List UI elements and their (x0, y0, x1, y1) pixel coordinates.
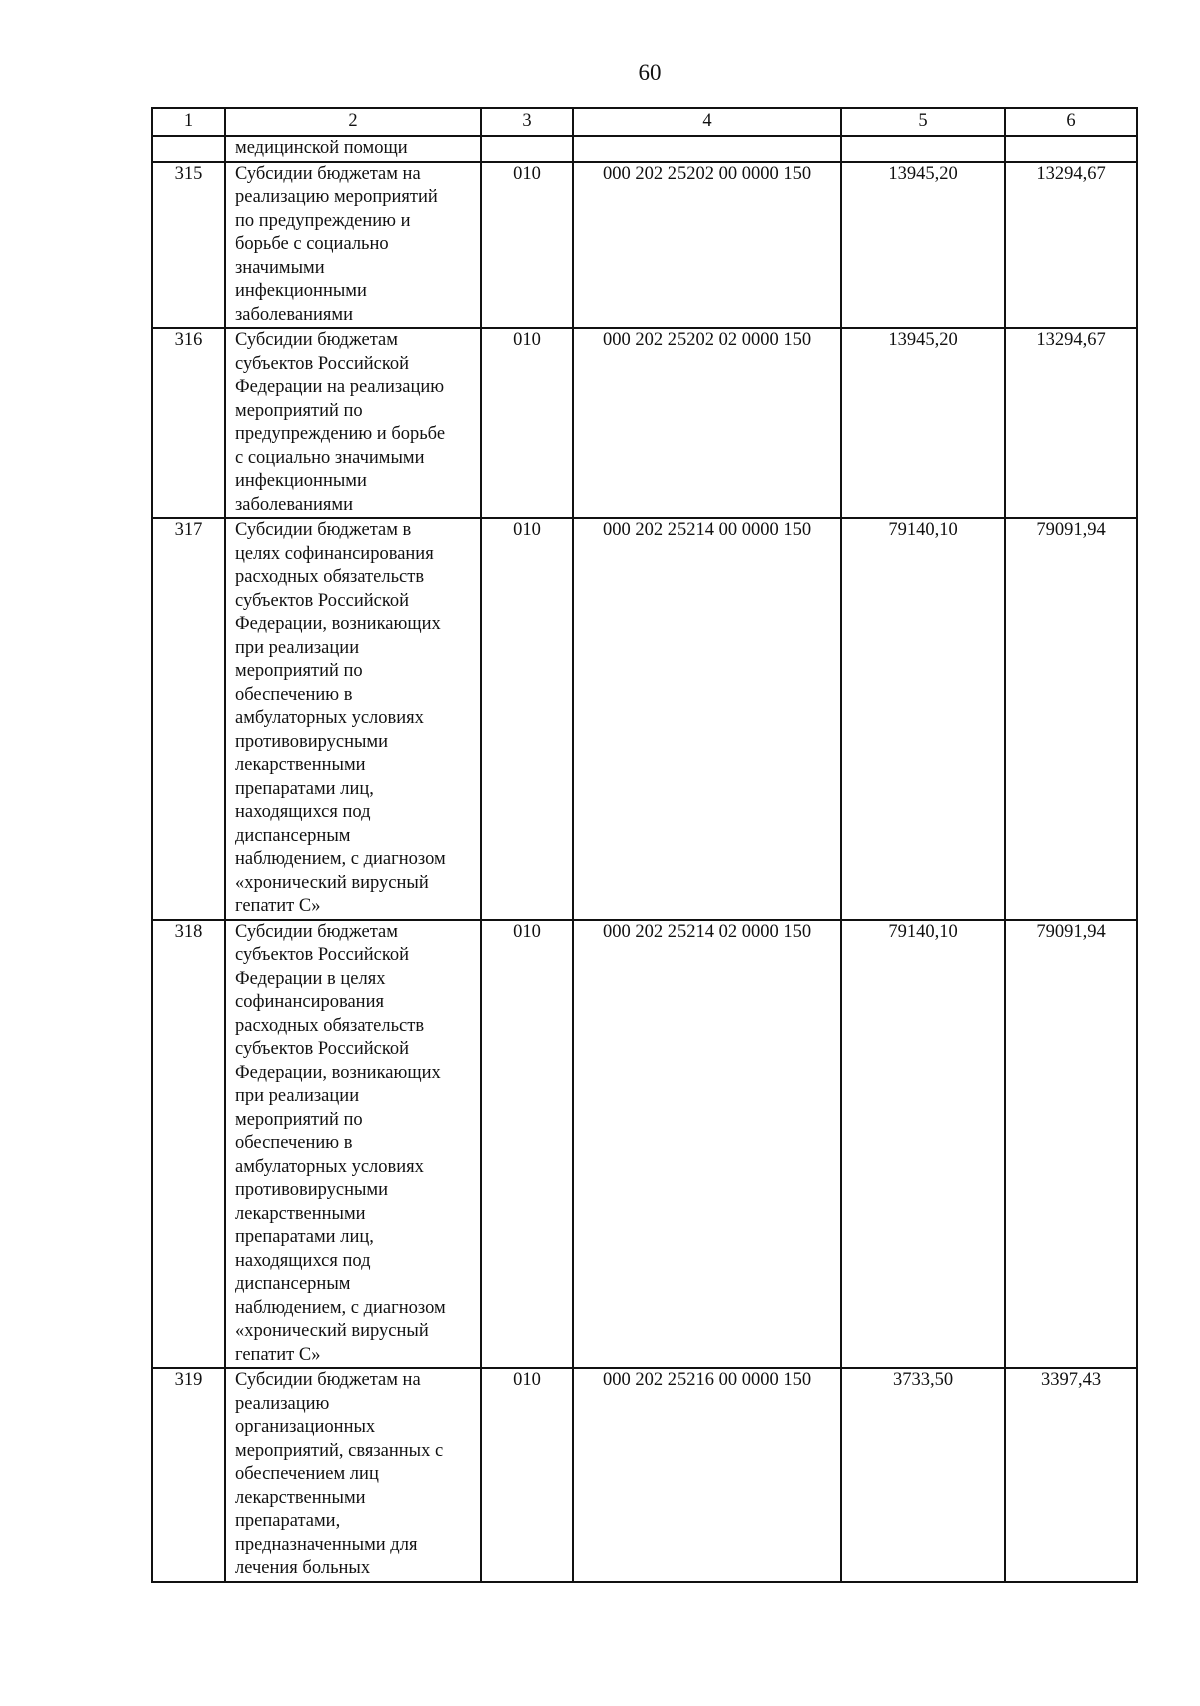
column-header: 1 (152, 108, 225, 136)
budget-code-cell: 000 202 25214 00 0000 150 (573, 518, 841, 920)
row-number-cell: 318 (152, 920, 225, 1369)
name-line: Федерации в целях (235, 968, 386, 989)
table-row (152, 328, 1137, 518)
name-line: Субсидии бюджетам в (235, 520, 412, 540)
actual-value-cell: 13294,67 (1005, 162, 1137, 329)
actual-value-cell: 13294,67 (1005, 328, 1137, 518)
name-line: субъектов Российской (235, 590, 410, 611)
name-line: наблюдением, с диагнозом (235, 849, 446, 869)
name-line: субъектов Российской (235, 353, 410, 374)
name-cell (225, 1368, 481, 1582)
name-line: лекарственными (235, 1487, 366, 1508)
name-line: инфекционными (235, 281, 367, 301)
budget-code-cell: 000 202 25202 02 0000 150 (573, 328, 841, 518)
admin-code-cell: 010 (481, 920, 573, 1369)
name-line: медицинской помощи (235, 138, 408, 158)
row-number-cell: 315 (152, 162, 225, 329)
name-line: находящихся под (235, 802, 371, 822)
name-line: реализацию (235, 1393, 330, 1414)
name-line: организационных (235, 1417, 376, 1437)
admin-code-cell: 010 (481, 328, 573, 518)
table-row (152, 518, 1137, 920)
name-line: Субсидии бюджетам на (235, 163, 421, 184)
name-line: предупреждению и борьбе (235, 424, 446, 444)
plan-value-cell: 3733,50 (841, 1368, 1005, 1582)
name-line: Субсидии бюджетам (235, 921, 398, 942)
empty-cell (1005, 136, 1137, 162)
name-line: наблюдением, с диагнозом (235, 1297, 446, 1318)
name-line: борьбе с социально (235, 234, 389, 254)
table-row (152, 1368, 1137, 1582)
budget-code-cell: 000 202 25214 02 0000 150 (573, 920, 841, 1369)
budget-code-cell: 000 202 25216 00 0000 150 (573, 1368, 841, 1582)
column-header: 6 (1005, 108, 1137, 136)
name-line: лекарственными (235, 1203, 366, 1224)
actual-value-cell: 79091,94 (1005, 518, 1137, 920)
empty-cell (481, 136, 573, 162)
name-line: при реализации (235, 1086, 360, 1106)
name-line: диспансерным (235, 825, 351, 846)
row-number-cell: 317 (152, 518, 225, 920)
name-line: гепатит С» (235, 896, 321, 916)
name-line: Субсидии бюджетам на (235, 1370, 421, 1390)
column-header-row (152, 108, 1137, 136)
name-line: обеспечением лиц (235, 1464, 379, 1484)
name-line: мероприятий по (235, 400, 363, 421)
actual-value-cell: 79091,94 (1005, 920, 1137, 1369)
name-line: заболеваниями (235, 494, 354, 515)
name-line: находящихся под (235, 1250, 371, 1271)
name-cell (225, 136, 481, 162)
name-line: Субсидии бюджетам (235, 330, 398, 350)
name-cell (225, 328, 481, 518)
empty-cell (152, 136, 225, 162)
name-line: гепатит С» (235, 1344, 321, 1365)
name-line: Федерации, возникающих (235, 614, 441, 634)
budget-table (151, 107, 1138, 1583)
plan-value-cell: 13945,20 (841, 162, 1005, 329)
name-line: целях софинансирования (235, 543, 434, 564)
name-line: лекарственными (235, 755, 366, 775)
column-header: 2 (225, 108, 481, 136)
name-line: предназначенными для (235, 1534, 418, 1555)
name-line: «хронический вирусный (235, 872, 429, 893)
name-line: диспансерным (235, 1274, 351, 1294)
name-line: противовирусными (235, 731, 389, 752)
name-cell (225, 162, 481, 329)
name-line: обеспечению в (235, 1133, 353, 1153)
name-line: препаратами лиц, (235, 1227, 374, 1247)
plan-value-cell: 13945,20 (841, 328, 1005, 518)
name-line: мероприятий по (235, 1109, 363, 1130)
name-line: софинансирования (235, 992, 384, 1012)
budget-code-cell: 000 202 25202 00 0000 150 (573, 162, 841, 329)
name-line: препаратами, (235, 1511, 341, 1531)
name-line: препаратами лиц, (235, 778, 374, 799)
name-line: по предупреждению и (235, 210, 411, 231)
table-row (152, 920, 1137, 1369)
page-number: 60 (638, 60, 662, 85)
name-cell (225, 518, 481, 920)
table-row (152, 162, 1137, 329)
name-line: противовирусными (235, 1180, 389, 1200)
admin-code-cell: 010 (481, 162, 573, 329)
admin-code-cell: 010 (481, 518, 573, 920)
row-number-cell: 319 (152, 1368, 225, 1582)
continuation-row (152, 136, 1137, 162)
name-line: «хронический вирусный (235, 1321, 429, 1341)
column-header: 4 (573, 108, 841, 136)
name-line: Федерации на реализацию (235, 377, 445, 397)
name-line: с социально значимыми (235, 447, 425, 468)
name-line: Федерации, возникающих (235, 1062, 441, 1083)
name-line: расходных обязательств (235, 1015, 425, 1036)
name-line: лечения больных (235, 1558, 371, 1578)
column-header: 5 (841, 108, 1005, 136)
name-line: субъектов Российской (235, 945, 410, 965)
column-header: 3 (481, 108, 573, 136)
name-line: заболеваниями (235, 304, 354, 325)
row-number-cell: 316 (152, 328, 225, 518)
name-line: расходных обязательств (235, 567, 425, 587)
plan-value-cell: 79140,10 (841, 518, 1005, 920)
plan-value-cell: 79140,10 (841, 920, 1005, 1369)
name-line: инфекционными (235, 471, 367, 491)
admin-code-cell: 010 (481, 1368, 573, 1582)
name-line: амбулаторных условиях (235, 1156, 424, 1177)
name-line: обеспечению в (235, 684, 353, 705)
name-line: мероприятий по (235, 661, 363, 681)
empty-cell (573, 136, 841, 162)
empty-cell (841, 136, 1005, 162)
name-line: значимыми (235, 257, 325, 278)
name-cell (225, 920, 481, 1369)
name-line: амбулаторных условиях (235, 708, 424, 728)
name-line: мероприятий, связанных с (235, 1440, 444, 1461)
name-line: реализацию мероприятий (235, 187, 438, 207)
name-line: субъектов Российской (235, 1039, 410, 1059)
actual-value-cell: 3397,43 (1005, 1368, 1137, 1582)
name-line: при реализации (235, 637, 360, 658)
